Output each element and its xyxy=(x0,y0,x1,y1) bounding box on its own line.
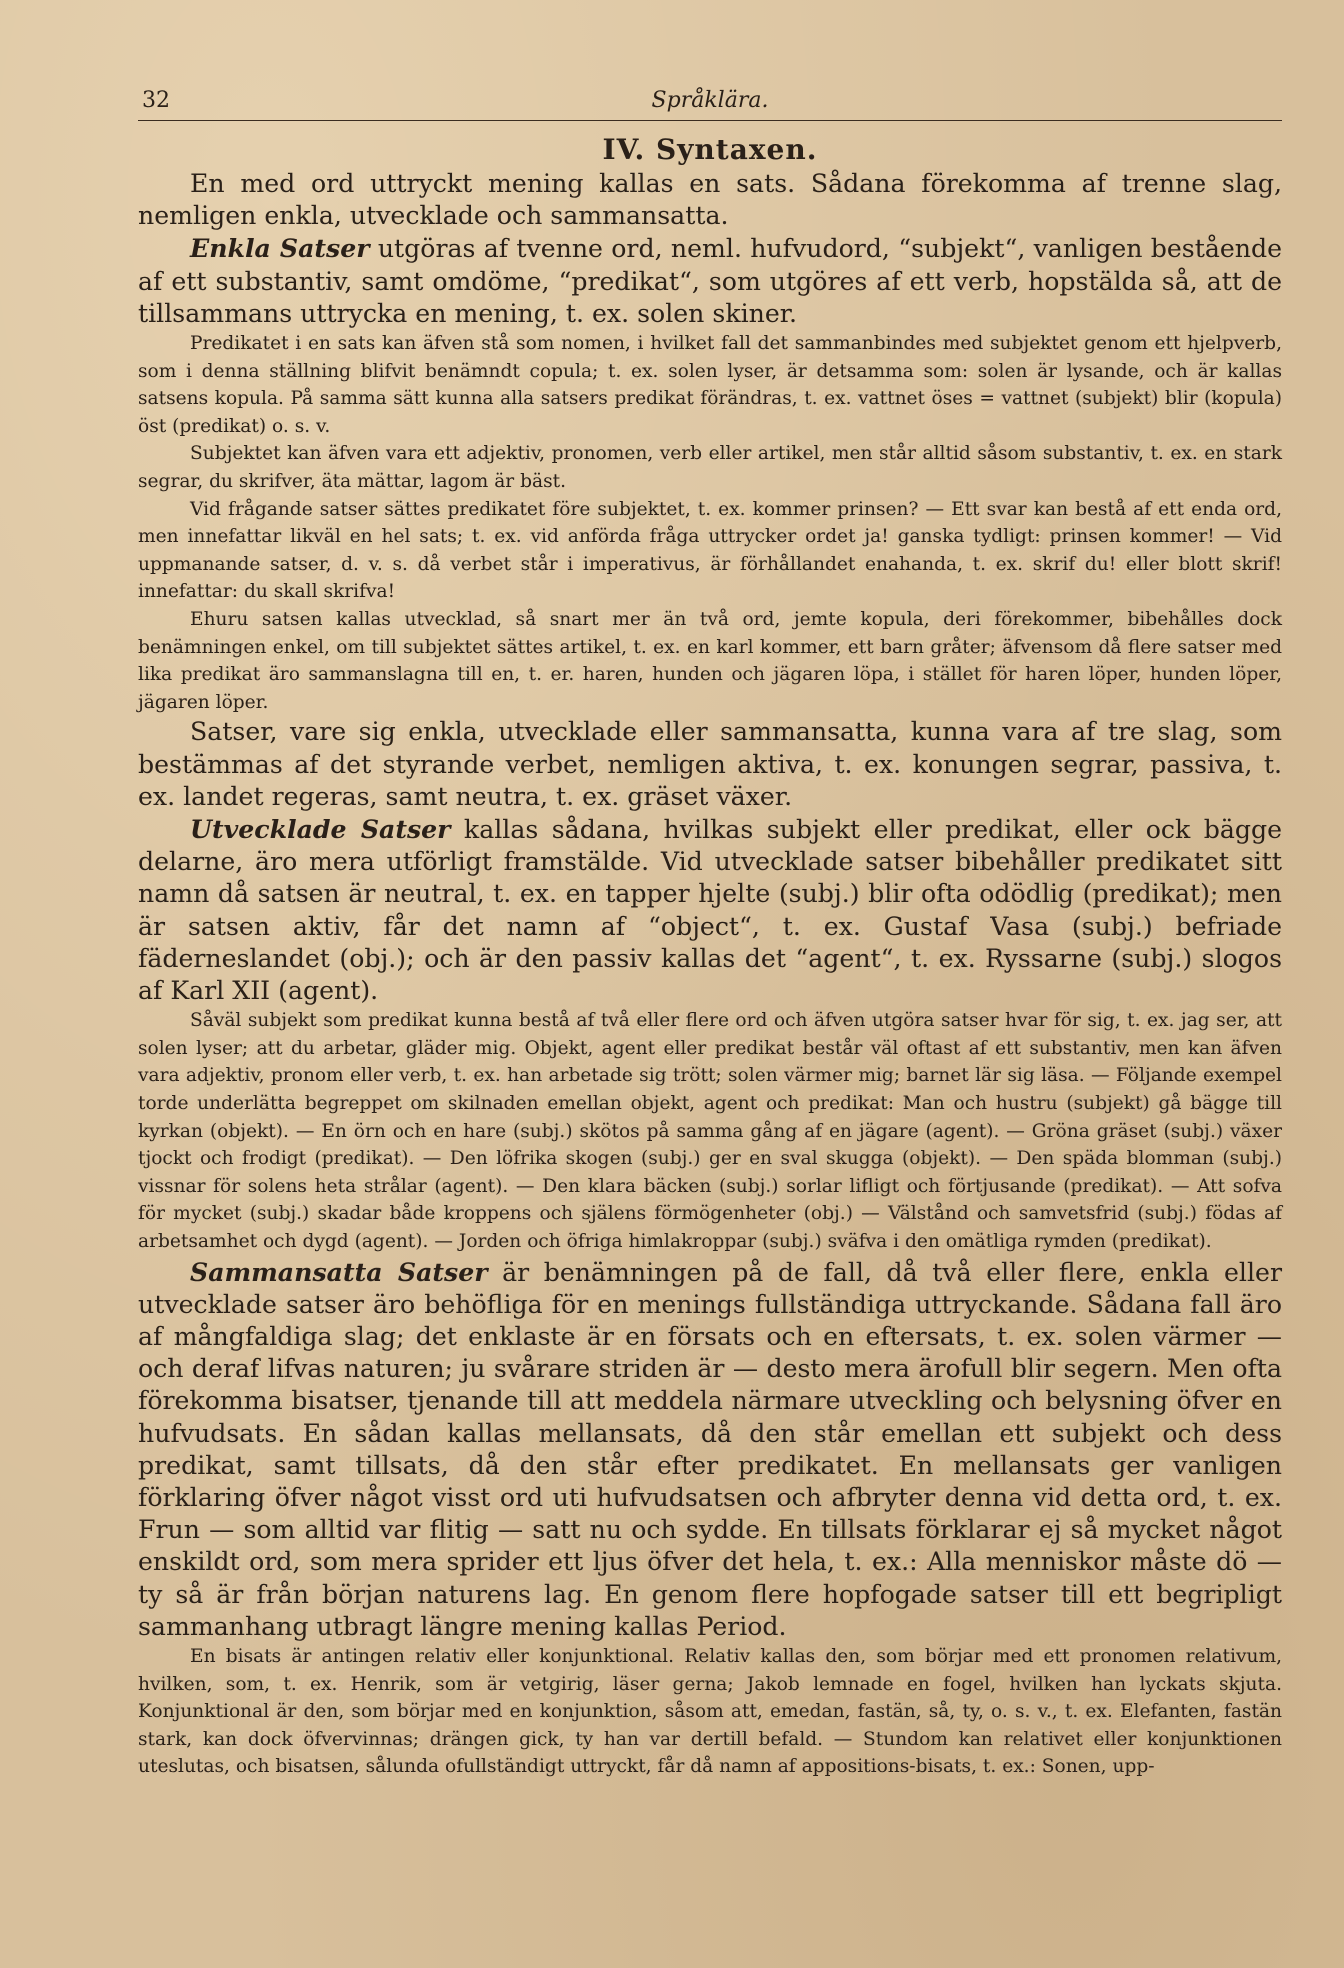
paragraph-fragande-satser: Vid frågande satser sättes predikatet före subjektet, t. ex. kommer prinsen? — Ett svar kan bestå af ett enda ord, men innefattar likväl en hel sats; t. ex. vid anförda fråga uttrycker ordet ja! ganska tydligt: prinsen kommer! — Vid uppmanande satser, d. v. s. då verbet står i imperativus, är förhållandet enahanda, t. ex. skrif du! eller blott skrif! innefattar: du skall skrifva! xyxy=(138,498,1282,603)
section-title: IV. Syntaxen. xyxy=(602,133,818,166)
term-sammansatta-satser: Sammansatta Satser xyxy=(190,1256,488,1287)
page-number: 32 xyxy=(142,88,170,113)
running-title: Språklära. xyxy=(651,88,769,113)
paragraph-sammansatta-satser: Sammansatta Satser är benämningen på de fall, då två eller flere, enkla eller utvecklade satser äro behöfliga för en menings fullständiga uttryckande. Sådana fall äro af mångfaldiga slag; det enklaste är en försats och en eftersats, t. ex. solen värmer — och deraf lifvas naturen; ju svårare striden är — desto mera ärofull blir segern. Men ofta förekomma bisatser, tjenande till att meddela närmare utveckling och belysning öfver en hufvudsats. En sådan kallas mellansats, då den står emellan ett subjekt och dess predikat, samt tillsats, då den står efter predikatet. En mellansats ger vanligen förklaring öfver något visst ord uti hufvudsatsen och afbryter denna vid detta ord, t. ex. Frun — som alltid var flitig — satt nu och sydde. En tillsats förklarar ej så mycket något enskildt ord, som mera sprider ett ljus öfver det hela, t. ex.: Alla menniskor måste dö — ty så är från början naturens lag. En genom flere hopfogade satser till ett begripligt sammanhang utbragt längre mening kallas Period. xyxy=(138,1256,1282,1641)
paragraph-subjekt-note: Subjektet kan äfven vara ett adjektiv, pronomen, verb eller artikel, men står alltid såsom substantiv, t. ex. en stark segrar, du skrifver, äta mättar, lagom är bäst. xyxy=(138,443,1282,492)
paragraph-exempel: Såväl subjekt som predikat kunna bestå af två eller flere ord och äfven utgöra satser hvar för sig, t. ex. jag ser, att solen lyser; att du arbetar, gläder mig. Objekt, agent eller predikat består väl oftast af ett substantiv, men kan äfven vara adjektiv, pronom eller verb, t. ex. han arbetade sig trött; solen värmer mig; barnet lär sig läsa. — Följande exempel torde underlätta begreppet om skilnaden emellan objekt, agent och predikat: Man och hustru (subjekt) gå bägge till kyrkan (objekt). — En örn och en hare (subj.) skötos på samma gång af en jägare (agent). — Gröna gräset (subj.) växer tjockt och frodigt (predikat). — Den löfrika skogen (subj.) ger en sval skugga (objekt). — Den späda blomman (subj.) vissnar för solens heta strålar (agent). — Den klara bäcken (subj.) sorlar lifligt och förtjusande (predikat). — Att sofva för mycket (subj.) skadar både kroppens och själens förmögenheter (obj.) — Välstånd och samvetsfrid (subj.) födas af arbetsamhet och dygd (agent). — Jorden och öfriga himlakroppar (subj.) sväfva i den omätliga rymden (predikat). xyxy=(138,1010,1282,1252)
paragraph-ehuru: Ehuru satsen kallas utvecklad, så snart mer än två ord, jemte kopula, deri förekommer, bibehålles dock benämningen enkel, om till subjektet sättes artikel, t. ex. en karl kommer, ett barn gråter; äfvensom då flere satser med lika predikat äro sammanslagna till en, t. er. haren, hunden och jägaren löpa, i stället för haren löper, hunden löper, jägaren löper. xyxy=(138,608,1282,713)
paragraph-predikat-note: Predikatet i en sats kan äfven stå som nomen, i hvilket fall det sammanbindes med subjektet genom ett hjelpverb, som i denna ställning blifvit benämndt copula; t. ex. solen lyser, är detsamma som: solen är lysande, och är kallas satsens kopula. På samma sätt kunna alla satsers predikat förändras, t. ex. vattnet öses = vattnet (subjekt) blir (kopula) öst (predikat) o. s. v. xyxy=(138,333,1282,437)
term-utvecklade-satser: Utvecklade Satser xyxy=(190,813,451,844)
paragraph-utvecklade-satser: Utvecklade Satser kallas sådana, hvilkas subjekt eller predikat, eller ock bägge delarne, äro mera utförligt framstälde. Vid utvecklade satser bibehåller predikatet sitt namn då satsen är neutral, t. ex. en tapper hjelte (subj.) blir ofta odödlig (predikat); men är satsen aktiv, får det namn af “object“, t. ex. Gustaf Vasa (subj.) befriade fäderneslandet (obj.); och är den passiv kallas det “agent“, t. ex. Ryssarne (subj.) slogos af Karl XII (agent). xyxy=(138,813,1283,1005)
paragraph-bisats: En bisats är antingen relativ eller konjunktional. Relativ kallas den, som börjar med ett pronomen relativum, hvilken, som, t. ex. Henrik, som är vetgirig, läser gerna; Jakob lemnade en fogel, hvilken han lyckats skjuta. Konjunktional är den, som börjar med en konjunktion, såsom att, emedan, fastän, så, ty, o. s. v., t. ex. Elefanten, fastän stark, kan dock öfvervinnas; drängen gick, ty han var dertill befald. — Stundom kan relativet eller konjunktionen uteslutas, och bisatsen, sålunda ofullständigt uttryckt, får då namn af appositions-bisats, t. ex.: Sonen, upp- xyxy=(138,1645,1282,1778)
paragraph-definition: En med ord uttryckt mening kallas en sats. Sådana förekomma af trenne slag, nemligen enkla, utvecklade och sammansatta. xyxy=(138,169,1282,231)
term-enkla-satser: Enkla Satser xyxy=(190,233,370,264)
paragraph-tre-slag: Satser, vare sig enkla, utvecklade eller sammansatta, kunna vara af tre slag, som bestämmas af det styrande verbet, nemligen aktiva, t. ex. konungen segrar, passiva, t. ex. landet regeras, samt neutra, t. ex. gräset växer. xyxy=(138,717,1282,811)
running-head xyxy=(138,86,1282,121)
paragraph-enkla-satser: Enkla Satser utgöras af tvenne ord, neml. hufvudord, “subjekt“, vanligen bestående af ett substantiv, samt omdöme, “predikat“, som utgöres af ett verb, hopstälda så, att de tillsammans uttrycka en mening, t. ex. solen skiner. xyxy=(138,233,1282,328)
